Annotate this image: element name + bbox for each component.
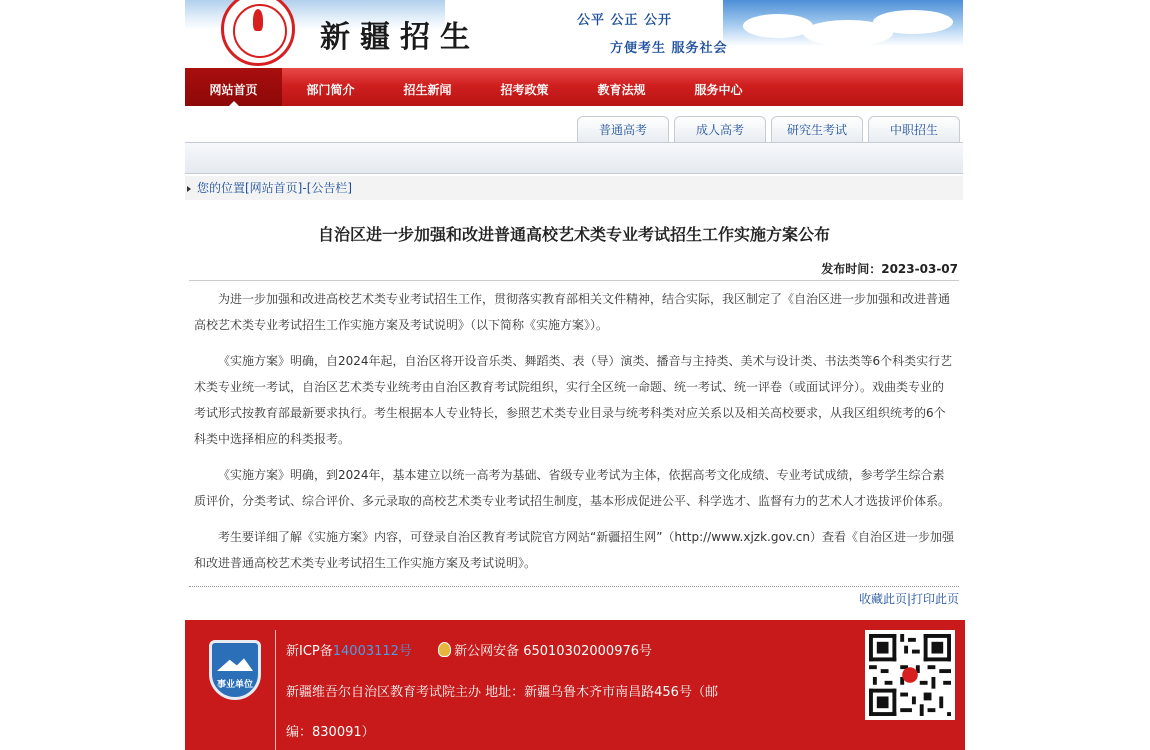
breadcrumb-text[interactable]: 您的位置[网站首页]-[公告栏] [197, 181, 353, 195]
police-badge-icon [438, 642, 451, 657]
icp-prefix: 新ICP备 [286, 644, 333, 659]
article-end-divider [189, 586, 959, 587]
footer-record-line [286, 640, 652, 659]
article-paragraph: 《实施方案》明确，到2024年，基本建立以统一高考为基础、省级专业考试为主体，依据高考文化成绩、专业考试成绩，参考学生综合素质评价，分类考试、综合评价、多元录取的高校艺术类专业考试招生制度，基本形成促进公平、科学选才、监督有力的艺术人才选拔评价体系。 [194, 468, 951, 508]
breadcrumb [185, 176, 963, 200]
tab-general-exam[interactable]: 普通高考 [577, 116, 669, 142]
bookmark-print-links[interactable]: 收藏此页|打印此页 [858, 592, 959, 606]
publish-date: 发布时间：2023-03-07 [821, 262, 958, 276]
icp-number-link[interactable]: 14003112号 [332, 644, 412, 659]
site-header [185, 0, 963, 68]
nav-item-service[interactable]: 服务中心 [694, 83, 743, 97]
exam-tabs [185, 106, 963, 142]
tab-vocational[interactable]: 中职招生 [868, 116, 960, 142]
site-logo[interactable] [221, 0, 295, 66]
article-paragraph: 考生要详细了解《实施方案》内容，可登录自治区教育考试院官方网站“新疆招生网”（http://www.xjzk.gov.cn）查看《自治区进一步加强和改进普通高校艺术类专业考试招生工作实施方案及考试说明》。 [194, 530, 955, 570]
article-title: 自治区进一步加强和改进普通高校艺术类专业考试招生工作实施方案公布 [317, 225, 830, 244]
torch-icon [253, 9, 263, 31]
slogan-line-1: 公平 公正 公开 [577, 13, 673, 28]
article-paragraph: 为进一步加强和改进高校艺术类专业考试招生工作，贯彻落实教育部相关文件精神，结合实际，我区制定了《自治区进一步加强和改进普通高校艺术类专业考试招生工作实施方案及考试说明》（以下简称《实施方案》）。 [194, 292, 951, 332]
badge-label: 事业单位 [216, 680, 253, 690]
footer-postcode: 编：830091） [286, 725, 375, 740]
arrow-right-icon [187, 186, 191, 192]
nav-item-policy[interactable]: 招考政策 [500, 83, 549, 97]
footer-host-address: 新疆维吾尔自治区教育考试院主办 地址：新疆乌鲁木齐市南昌路456号（邮 [286, 685, 718, 700]
nav-item-regulations[interactable]: 教育法规 [597, 83, 646, 97]
nav-item-department[interactable]: 部门简介 [306, 83, 355, 97]
police-record[interactable]: 新公网安备 65010302000976号 [454, 644, 653, 659]
slogan-line-2: 方便考生 服务社会 [610, 41, 728, 56]
qr-code [865, 630, 955, 720]
footer-divider [275, 630, 276, 750]
article-paragraph: 《实施方案》明确，自2024年起，自治区将开设音乐类、舞蹈类、表（导）演类、播音与主持类、美术与设计类、书法类等6个科类实行艺术类专业统一考试，自治区艺术类专业统考由自治区教育考试院组织，实行全区统一命题、统一考试、统一评卷（或面试评分）。戏曲类专业的考试形式按教育部最新要求执行。考生根据本人专业特长，参照艺术类专业目录与统考科类对应关系以及相关高校要求，从我区组织统考的6个科类中选择相应的科类报考。 [194, 354, 953, 446]
site-title: 新疆招生 [320, 20, 480, 55]
main-nav [185, 68, 963, 106]
article-body [185, 286, 963, 576]
sub-nav-bar [185, 142, 963, 174]
site-footer [185, 620, 965, 750]
nav-item-home[interactable]: 网站首页 [185, 68, 282, 106]
tab-adult-exam[interactable]: 成人高考 [674, 116, 766, 142]
page-wrapper [185, 0, 963, 610]
header-sky-right [723, 0, 963, 46]
nav-item-news[interactable]: 招生新闻 [403, 83, 452, 97]
tab-graduate-exam[interactable]: 研究生考试 [771, 116, 863, 142]
qr-code-icon [869, 634, 951, 716]
public-institution-badge[interactable] [209, 640, 261, 700]
mountain-icon [217, 657, 253, 671]
title-divider [189, 280, 959, 281]
